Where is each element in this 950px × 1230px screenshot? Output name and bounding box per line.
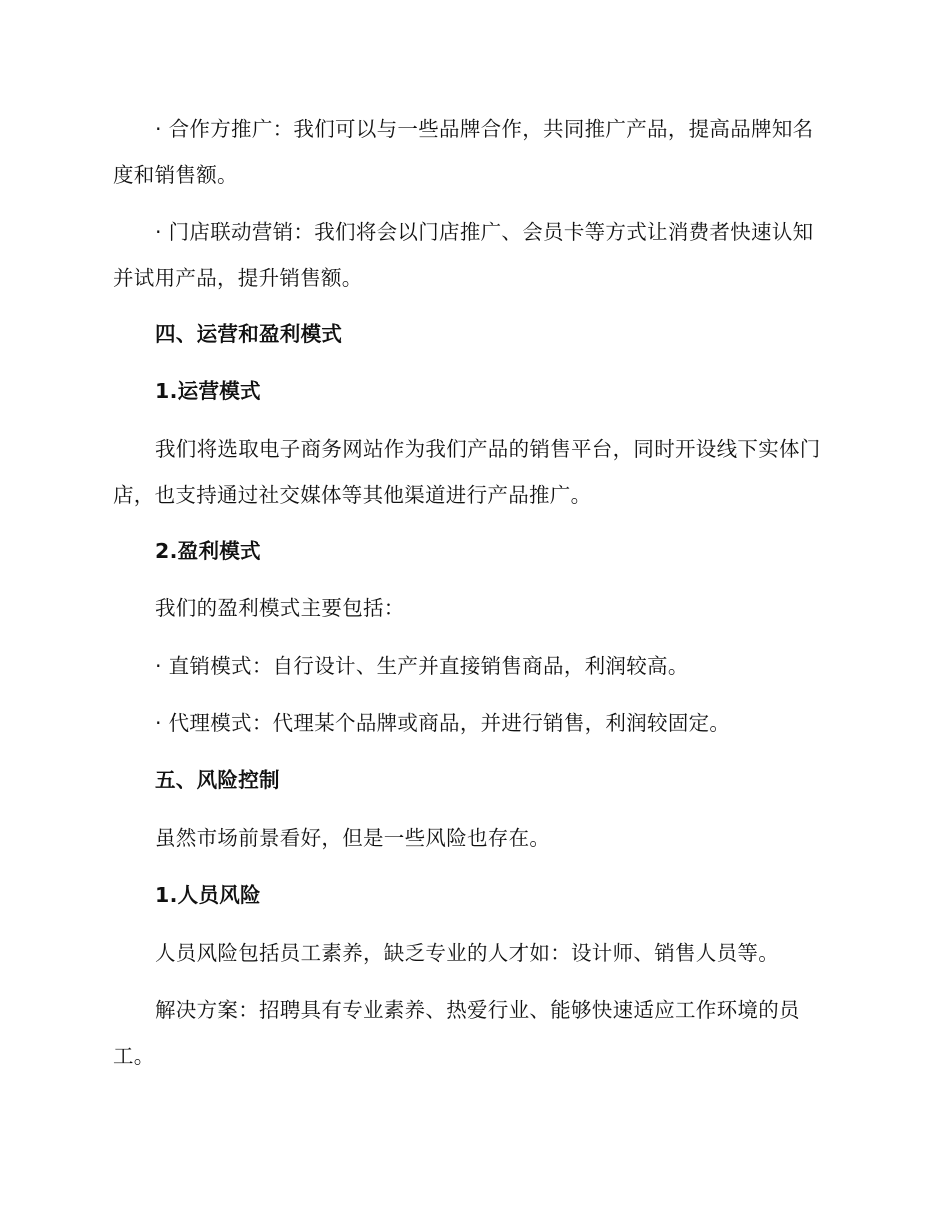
paragraph-store-marketing: · 门店联动营销：我们将会以门店推广、会员卡等方式让消费者快速认知并试用产品，提升销售额。 xyxy=(113,220,814,290)
paragraph-agency: · 代理模式：代理某个品牌或商品，并进行销售，利润较固定。 xyxy=(155,711,731,735)
subheading-personnel-risk: 1.人员风险 xyxy=(155,883,261,907)
paragraph-solution: 解决方案：招聘具有专业素养、热爱行业、能够快速适应工作环境的员工。 xyxy=(113,998,800,1068)
subheading-profit-model: 2.盈利模式 xyxy=(155,539,261,563)
section-heading-operations: 四、运营和盈利模式 xyxy=(155,322,343,346)
section-heading-risk: 五、风险控制 xyxy=(155,768,280,792)
paragraph-risk-intro: 虽然市场前景看好，但是一些风险也存在。 xyxy=(155,826,551,850)
subheading-operation-model: 1.运营模式 xyxy=(155,379,261,403)
paragraph-partner-promotion: · 合作方推广：我们可以与一些品牌合作，共同推广产品，提高品牌知名度和销售额。 xyxy=(113,117,814,187)
paragraph-personnel-risk: 人员风险包括员工素养，缺乏专业的人才如：设计师、销售人员等。 xyxy=(155,941,779,965)
paragraph-operation-model: 我们将选取电子商务网站作为我们产品的销售平台，同时开设线下实体门店，也支持通过社交媒体等其他渠道进行产品推广。 xyxy=(113,437,821,507)
paragraph-direct-sales: · 直销模式：自行设计、生产并直接销售商品，利润较高。 xyxy=(155,654,689,678)
paragraph-profit-intro: 我们的盈利模式主要包括： xyxy=(155,596,405,620)
